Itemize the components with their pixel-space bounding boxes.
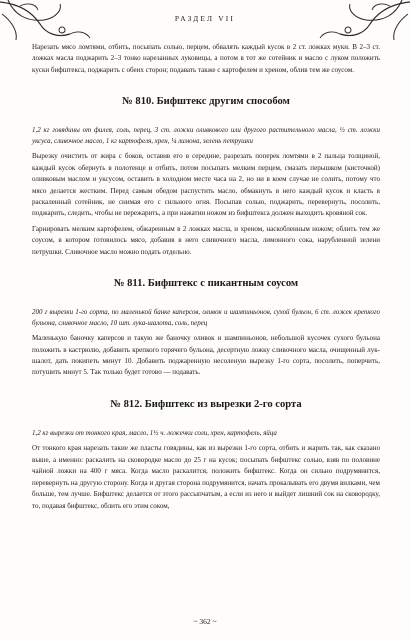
recipe-title: № 811. Бифштекс с пикантным соусом	[113, 278, 299, 290]
recipe-ingredients: 1,2 кг вырезки от тонкого края, масло, 1½ ч. ложечки соли, хрен, картофель, яйца	[32, 428, 277, 437]
recipe-title: № 810. Бифштекс другим способом	[122, 96, 290, 108]
recipe-ingredients: 200 г вырезки 1-го сорта, по маленькой банке каперсов, оливок и шампиньонов, сухой бульон, 6 ст. ложек крепкого бульона, сливочное масло, 10 шт. лука-шалота, соль, перец	[32, 308, 380, 327]
recipe-paragraph: Гарнировать мелким картофелем, обжаренным в 2 ложках масла, и хреном, наскобленным ножом; облить тем же соусом, в котором готовилось мясо, добавив в него сливочного масла, лимонного сока, нарубленной зелени петрушки. Сливочное масло можно подать отдельно.	[32, 224, 380, 256]
section-header: РАЗДЕЛ VII	[174, 14, 236, 23]
page-number: ~ 362 ~	[193, 617, 217, 626]
recipe-ingredients: 1,2 кг говядины от филея, соль, перец, 3 ст. ложки оливкового или другого растительного масла, ½ ст. ложки уксуса, сливочное масло, 1 кг картофеля, хрен, ¼ лимона, зелень петрушки	[32, 126, 380, 145]
recipe-title: № 812. Бифштекс из вырезки 2-го сорта	[110, 398, 302, 410]
recipe-paragraph: Вырезку очистить от жира с боков, оставив его в середине, разрезать поперек ломтями в 2 пальца толщиной, каждый кусок обернуть в полотенце и отбить, потом посыпать мелким перцем, смазать перышком (кисточкой) оливковым маслом и уксусом, оставить в холодном месте часа на 2, но ни в коем случае не солить, потому что мясо делается жестким. Перед самым обедом распустить масло, обмакнуть в него каждый кусок и класть в раскаленный сотейник, не снимая его с сильного огня. Посыпав солью, поджарить, перевернуть, посолить, поджарить, следить, чтобы не пережарить, а при нажатии ножом из бифштекса должен выходить кровяной сок.	[32, 152, 380, 218]
intro-paragraph: Нарезать мясо ломтями, отбить, посыпать солью, перцем, обвалять каждый кусок в 2 ст. ложках муки. В 2–3 ст. ложках масла поджарить 2–3 тонко нарезанных луковицы, а потом в тот же сотейник и масло с луком положить куски бифштекса, поджарить с обеих сторон; подавать также с картофелем и хреном, облив тем же соусом.	[32, 43, 380, 74]
page-content	[32, 42, 380, 516]
recipe-paragraph: От тонкого края нарезать такие же пласты говядины, как из вырезки 1-го сорта, отбить и жарить так, как сказано выше, а именно: раскалить на сковородке масло до 25 г на кусок; посыпать бифштекс солью, взяв по половине чайной ложки на 400 г мяса. Когда масло раскалится, положить бифштекс. Когда он сильно подрумянится, перевернуть на другую сторону. Когда и другая сторона подрумянится, начать прокалывать его двумя вилками, чем больше, тем лучше. Бифштекс делается от этого рассыпчатым, а если из него и выйдет лишний сок на сковородку, то, подавая бифштекс, облить его этим соком,	[32, 444, 380, 510]
recipe-paragraph: Маленькую баночку каперсов и такую же баночку оливок и шампиньонов, небольшой кусочек сухого бульона положить в кастрюлю, добавить крепкого горячего бульона, десертную ложку сливочного масла, очищенный лук-шалот, дать покипеть минут 10. Добавить поджаренную несоленую вырезку 1-го сорта, посолить, поперчить, потушить минут 5. Так только будет готово — подавать.	[32, 334, 380, 377]
